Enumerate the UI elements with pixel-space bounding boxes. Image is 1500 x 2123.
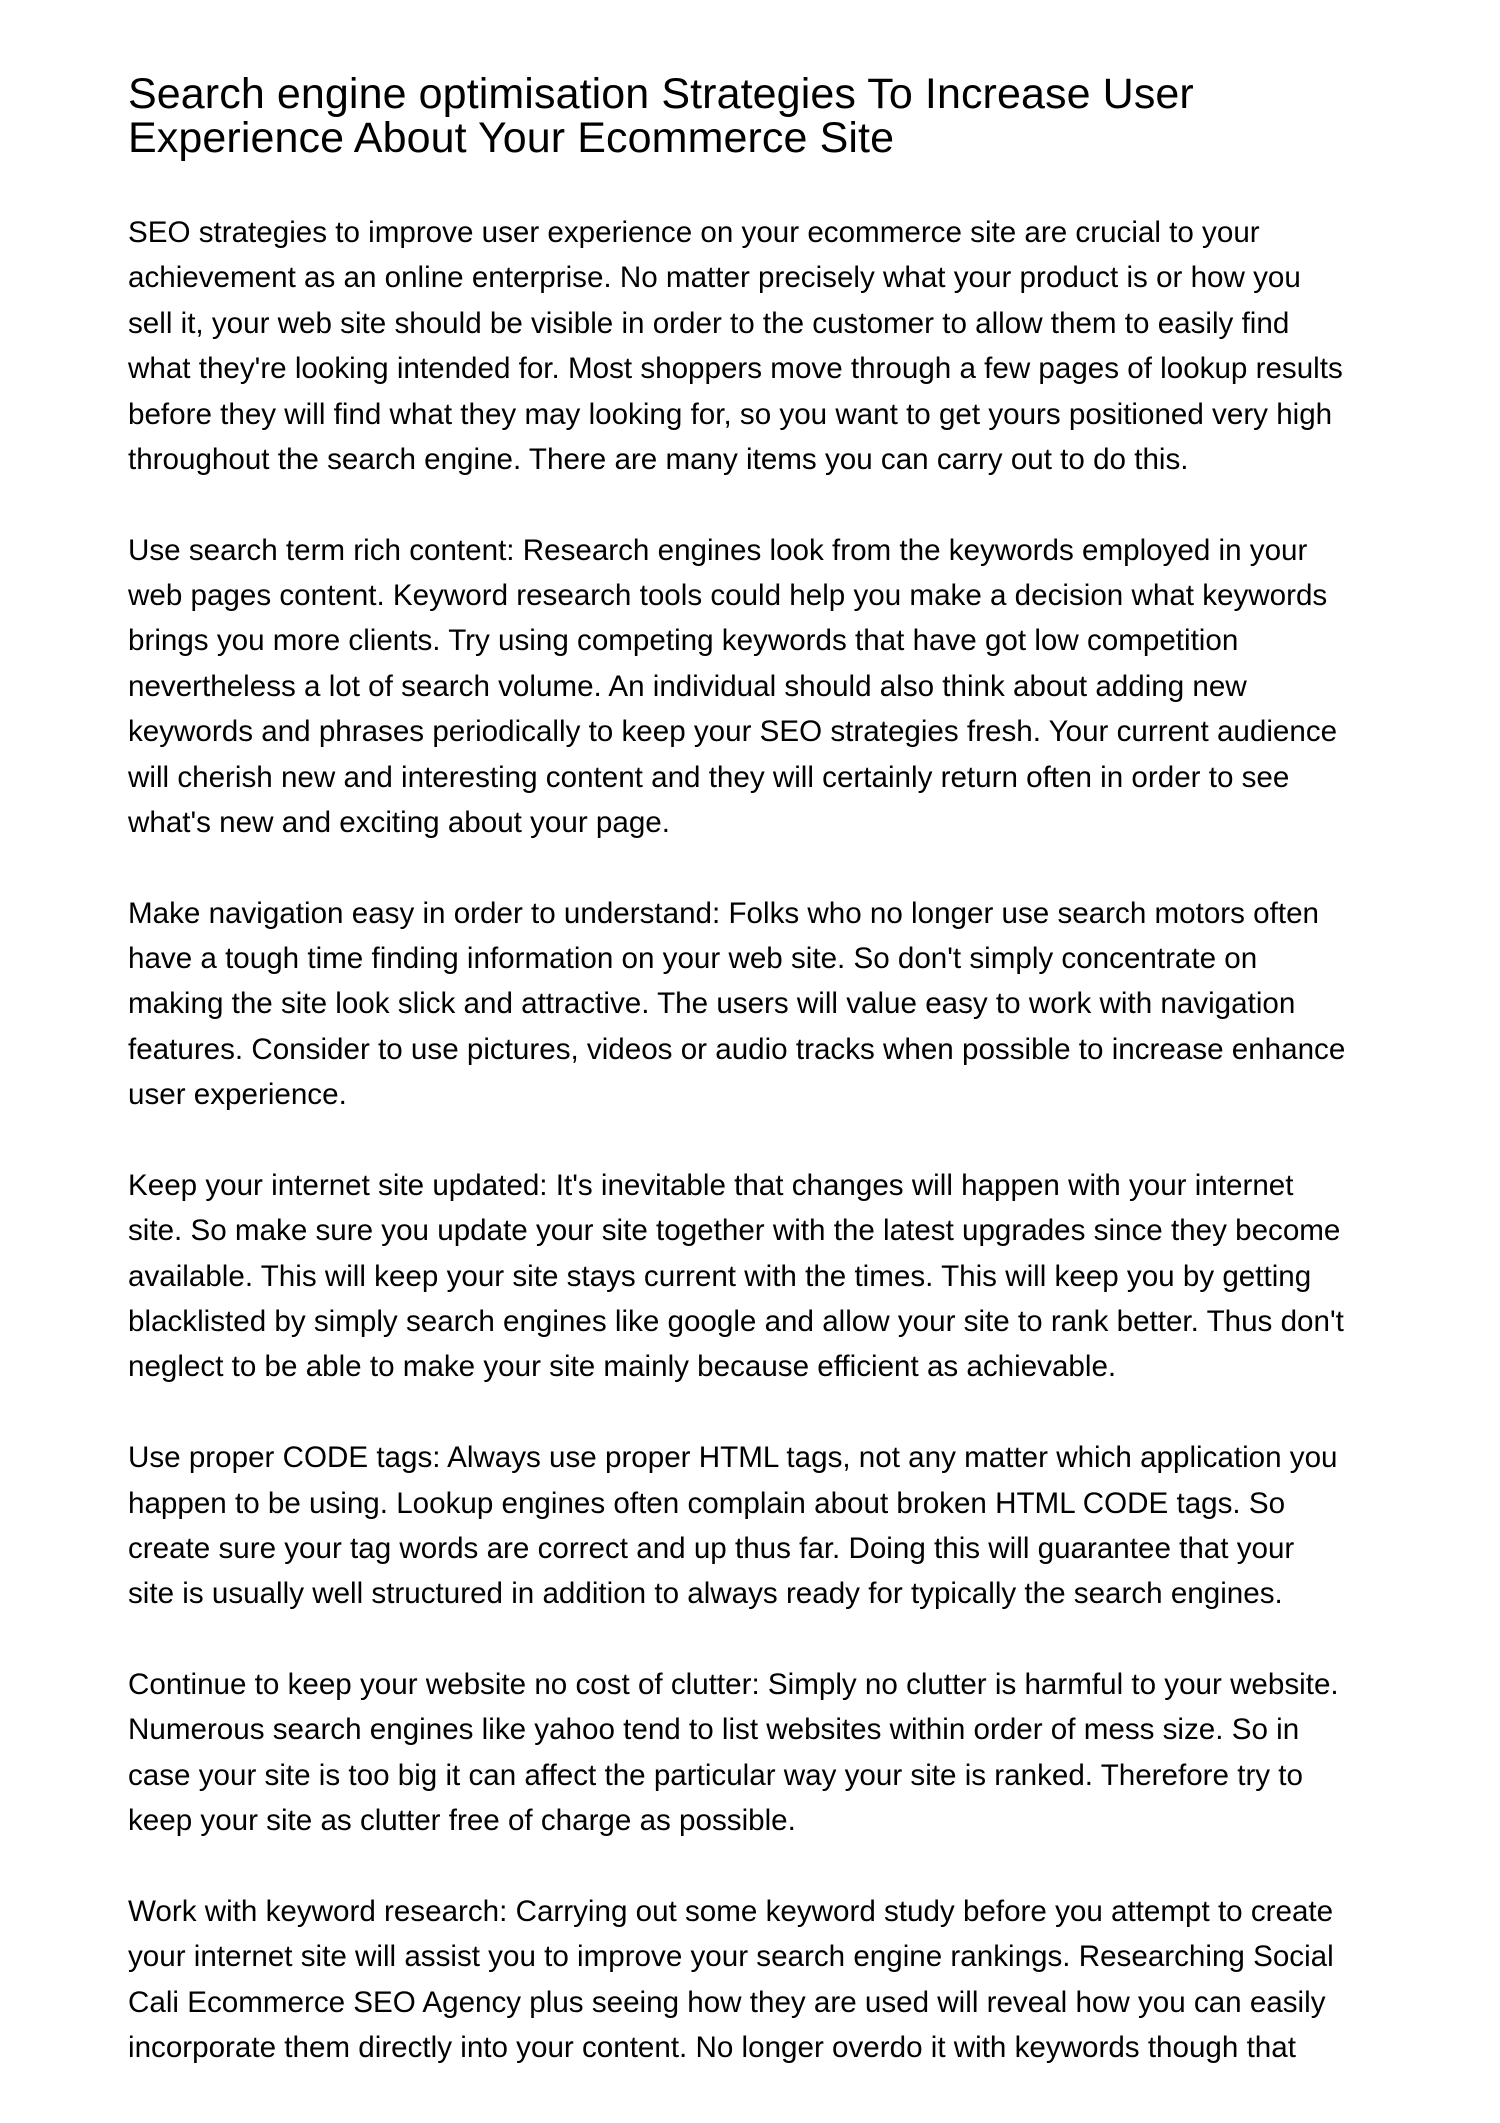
text-line: throughout the search engine. There are many items you can carry out to do this. [128, 442, 1189, 476]
text-line: blacklisted by simply search engines like google and allow your site to rank better. Thus don't [128, 1305, 1344, 1338]
paragraph-keyword-content [128, 528, 1428, 846]
text-line: site is usually well structured in addition to always ready for typically the search engines. [128, 1577, 1283, 1611]
text-line: features. Consider to use pictures, videos or audio tracks when possible to increase enhance [128, 1032, 1346, 1066]
paragraph-clutter [128, 1662, 1428, 1844]
text-line: have a tough time finding information on your web site. So don't simply concentrate on [128, 942, 1258, 975]
text-line: making the site look slick and attractive. The users will value easy to work with navigation [128, 987, 1296, 1021]
text-line: will cherish new and interesting content and they will certainly return often in order to see [128, 760, 1290, 794]
text-line: Continue to keep your website no cost of clutter: Simply no clutter is harmful to your website. [128, 1668, 1339, 1701]
text-line: neglect to be able to make your site mainly because efficient as achievable. [128, 1350, 1117, 1384]
text-line: Keep your internet site updated: It's inevitable that changes will happen with your internet [128, 1168, 1294, 1202]
text-line: site. So make sure you update your site together with the latest upgrades since they become [128, 1214, 1341, 1248]
title-line: Experience About Your Ecommerce Site [128, 114, 895, 162]
text-line: keywords and phrases periodically to keep your SEO strategies fresh. Your current audience [128, 715, 1338, 749]
text-line: SEO strategies to improve user experience on your ecommerce site are crucial to your [128, 216, 1260, 249]
text-line: sell it, your web site should be visible in order to the customer to allow them to easily find [128, 306, 1290, 340]
text-line: keep your site as clutter free of charge as possible. [128, 1804, 796, 1838]
paragraph-navigation [128, 891, 1428, 1118]
text-line: brings you more clients. Try using competing keywords that have got low competition [128, 624, 1239, 658]
text-line: user experience. [128, 1078, 347, 1112]
text-line: Work with keyword research: Carrying out some keyword study before you attempt to create [128, 1894, 1334, 1928]
document-body [128, 210, 1428, 2116]
text-line: web pages content. Keyword research tools could help you make a decision what keywords [128, 579, 1328, 612]
text-line: Numerous search engines like yahoo tend to list websites within order of mess size. So in [128, 1713, 1300, 1747]
text-line: incorporate them directly into your content. No longer overdo it with keywords though that [128, 2031, 1296, 2064]
paragraph-site-updated [128, 1163, 1428, 1390]
title-line: Search engine optimisation Strategies To Increase User [128, 70, 1194, 118]
text-line: what's new and exciting about your page. [128, 805, 670, 839]
paragraph-intro [128, 210, 1428, 482]
text-line: your internet site will assist you to improve your search engine rankings. Researching Social [128, 1940, 1334, 1974]
paragraph-keyword-research [128, 1889, 1428, 2071]
text-line: create sure your tag words are correct and up thus far. Doing this will guarantee that your [128, 1531, 1295, 1565]
text-line: Use search term rich content: Research engines look from the keywords employed in your [128, 533, 1308, 567]
text-line: before they will find what they may looking for, so you want to get yours positioned very high [128, 397, 1333, 431]
text-line: achievement as an online enterprise. No matter precisely what your product is or how you [128, 261, 1301, 295]
text-line: Cali Ecommerce SEO Agency plus seeing how they are used will reveal how you can easily [128, 1985, 1326, 2019]
text-line: available. This will keep your site stays current with the times. This will keep you by getting [128, 1259, 1312, 1293]
paragraph-code-tags [128, 1435, 1428, 1617]
text-line: Use proper CODE tags: Always use proper HTML tags, not any matter which application you [128, 1441, 1338, 1475]
text-line: Make navigation easy in order to understand: Folks who no longer use search motors often [128, 896, 1319, 930]
text-line: happen to be using. Lookup engines often complain about broken HTML CODE tags. So [128, 1486, 1286, 1520]
text-line: case your site is too big it can affect the particular way your site is ranked. Therefore try to [128, 1758, 1303, 1792]
text-line: nevertheless a lot of search volume. An individual should also think about adding new [128, 669, 1247, 703]
text-line: what they're looking intended for. Most shoppers move through a few pages of lookup results [128, 352, 1343, 386]
page-title [128, 72, 1428, 160]
